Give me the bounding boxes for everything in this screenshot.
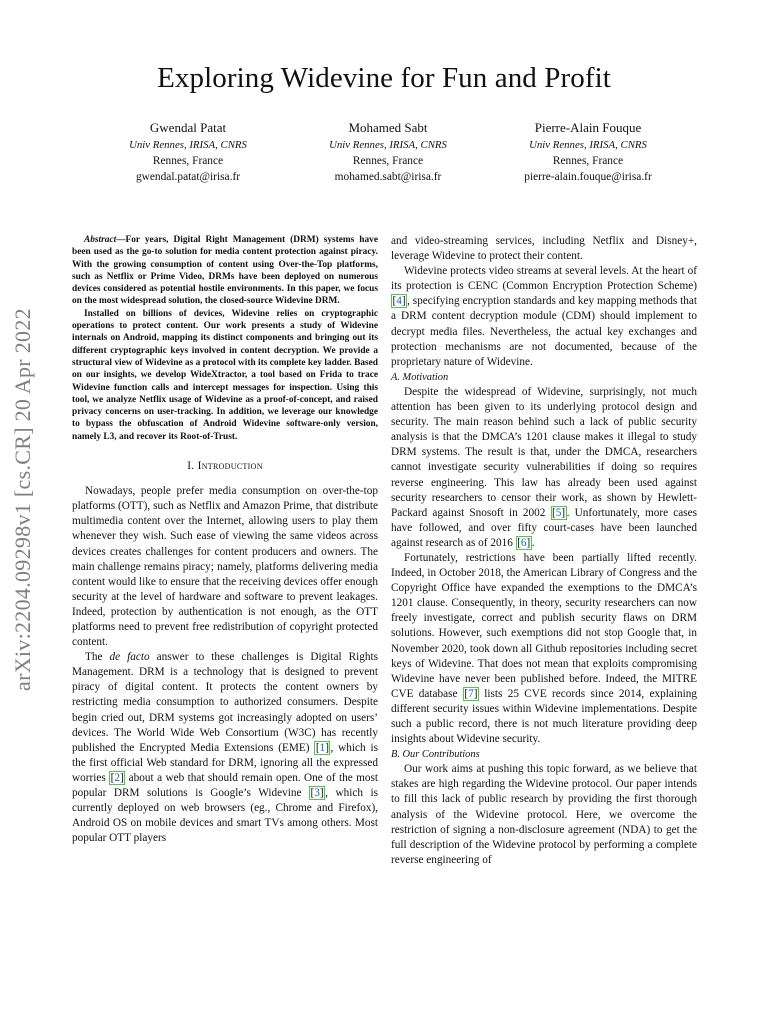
author-name: Mohamed Sabt (348, 120, 428, 135)
text-run: Fortunately, restrictions have been partially lifted recently. Indeed, in October 2018, the American Library of Congress and the Copyright Office have expanded the exemptions to the DMCA’s 1201 clause. Consequently, in theory, security researchers can now freely investigate, correct and publish security flaws on DRM solutions. However, such exemptions did not stop Google that, in November 2020, took down all Github repositories including secret keys of Widevine. That does not mean that exploits compromising Widevine have never been published before. Indeed, the MITRE CVE database (391, 551, 697, 700)
text-run: , specifying encryption standards and key mapping methods that a DRM content decryption module (CDM) should implement to decrypt media files. Nevertheless, the actual key exchanges and protection mechanisms are not documented, because of the proprietary nature of Widevine. (391, 295, 697, 368)
text-run: Widevine protects video streams at several levels. At the heart of its protection is CENC (Common Encryption Protection Scheme) (391, 265, 697, 293)
citation-link[interactable]: [ 1 ] (314, 741, 330, 755)
subsection-heading-motivation: A. Motivation (391, 371, 449, 383)
author-affiliation: Univ Rennes, IRISA, CNRS (329, 139, 447, 151)
author-name: Pierre-Alain Fouque (534, 120, 642, 135)
intro-paragraph-2-continued: and video-streaming services, including Netflix and Disney+, leverage Widevine to protect their content. (391, 235, 697, 263)
contributions-paragraph-1: Our work aims at pushing this topic forward, as we believe that stakes are high regarding the Widevine protocol. Our paper intends to fill this lack of public research by providing the first thorough analysis of the Widevine protocol. Here, we overcome the restriction of signing a non-disclosure agreement (NDA) to get the full description of the Widevine protocol by performing a complete reverse engineering of (391, 763, 697, 866)
text-run: about a web that should remain open. One of the most popular DRM solutions is Google’s Widevine (72, 771, 378, 800)
left-column (72, 234, 378, 846)
author-2 (288, 119, 488, 185)
text-run: . Unfortunately, more cases have followed, and over fifty court-cases have been launched against research as of 2016 (391, 506, 698, 549)
citation-link[interactable]: [ 6 ] (516, 536, 532, 550)
citation-link[interactable]: [ 3 ] (309, 786, 325, 800)
author-location: Rennes, France (152, 155, 224, 167)
citation-link[interactable]: [ 2 ] (109, 771, 125, 785)
citation-link[interactable]: [ 5 ] (551, 506, 567, 520)
intro-paragraph-1: Nowadays, people prefer media consumption on over-the-top platforms (OTT), such as Netflix and Amazon Prime, that distribute multimedia content over the Internet, allowing users to play them whenever they wish. Such ease of viewing the same videos across devices creates challenges for content producers and owners. The main challenge remains piracy; namely, platforms delivering media content would like to ensure that the receiving devices offer enough security at the level of hardware and software to prevent leakages. Indeed, protection by authentication is not enough, as the OTT platforms need to prevent free redistribution of copyright protected content. (72, 485, 378, 649)
author-location: Rennes, France (352, 155, 424, 167)
author-email[interactable]: gwendal.patat@irisa.fr (135, 171, 241, 183)
paper-title: Exploring Widevine for Fun and Profit (157, 62, 611, 94)
text-run: lists 25 CVE records since 2014, explaining different security issues within Widevine implementations. Despite such a public record, there is not much literature providing deep insights about Widevine security. (391, 687, 697, 746)
motivation-paragraph-2 (391, 551, 697, 747)
abstract-paragraph-2: Installed on billions of devices, Widevine relies on cryptographic operations to protect content. Our work presents a study of Widevine internals on Android, mapping its distinct components and bringing out its different cryptographic keys involved in content decryption. We provide a structural view of Widevine as a protocol with its complete key ladder. Based on our insights, we develop WideXtractor, a tool based on Frida to trace Widevine function calls and intercept messages for inspection. Using this tool, we analyze Netflix usage of Widevine as a proof-of-concept, and raised privacy concerns on user-tracking. In addition, we leverage our knowledge to bypass the obfuscation of Android Widevine software-only version, namely L3, and recover its Root-of-Trust. (72, 308, 378, 442)
abstract (72, 234, 378, 443)
intro-paragraph-2 (72, 650, 378, 846)
text-run: , which is currently deployed on web browsers (eg., Chrome and Firefox), Android OS on mobile devices and smart TVs among others. Most popular OTT players (72, 787, 378, 845)
text-run: , which is the first official Web standard for DRM, ignoring all the expressed worries (72, 741, 379, 784)
abstract-paragraph-1 (72, 234, 378, 308)
text-run: Despite the widespread of Widevine, surprisingly, not much attention has been given to its underlying protocol design and security. The main reason behind such a lack of public security analysis is that the DMCA’s 1201 clause makes it illegal to study DRM systems. The result is that, under the DMCA, researchers cannot investigate security vulnerabilities if doing so requires reverse engineering. This law has already been used against security researchers to censor their work, as shown by Hewlett-Packard against Snosoft in 2002 (391, 385, 697, 519)
section-heading-introduction: I. Introduction (187, 460, 263, 473)
author-1 (88, 119, 288, 185)
intro-paragraph-3 (391, 264, 697, 370)
author-affiliation: Univ Rennes, IRISA, CNRS (529, 139, 647, 151)
subsection-heading-contributions: B. Our Contributions (391, 749, 480, 761)
author-3 (488, 119, 688, 185)
abstract-dash: — (116, 235, 126, 245)
author-email[interactable]: mohamed.sabt@irisa.fr (334, 171, 442, 183)
author-block (88, 119, 688, 185)
text-run: The (85, 651, 110, 664)
right-column (391, 234, 697, 868)
text-run: answer to these challenges is Digital Rights Management. DRM is a technology that is designed to prevent piracy of digital content. It protects the content owners by restricting media consumption to authorized consumers. Despite begin cried out, DRM systems got increasingly adopted on users’ devices. The World Wide Web Consortium (W3C) has recently published the Encrypted Media Extensions (EME) (72, 651, 378, 754)
author-affiliation: Univ Rennes, IRISA, CNRS (129, 139, 247, 151)
author-location: Rennes, France (552, 155, 624, 167)
citation-link[interactable]: [ 4 ] (391, 294, 407, 308)
text-run: . (531, 536, 535, 549)
citation-link[interactable]: [ 7 ] (463, 687, 479, 701)
author-name: Gwendal Patat (149, 120, 227, 135)
abstract-label: Abstract (84, 235, 117, 245)
emphasis-de-facto: de facto (109, 651, 150, 664)
abstract-text-1: For years, Digital Right Management (DRM) systems have been used as the go-to solution for media content protection against piracy. With the growing consumption of content using Over-the-Top platforms, such as Netflix or Prime Video, DRMs have been deployed on numerous devices considered as potential hostile environments. In this paper, we focus on the most widespread solution, the closed-source Widevine DRM. (72, 235, 378, 307)
motivation-paragraph-1 (391, 385, 697, 551)
arxiv-identifier-stamp: arXiv:2204.09298v1 [cs.CR] 20 Apr 2022 (10, 308, 35, 692)
author-email[interactable]: pierre-alain.fouque@irisa.fr (524, 171, 652, 183)
